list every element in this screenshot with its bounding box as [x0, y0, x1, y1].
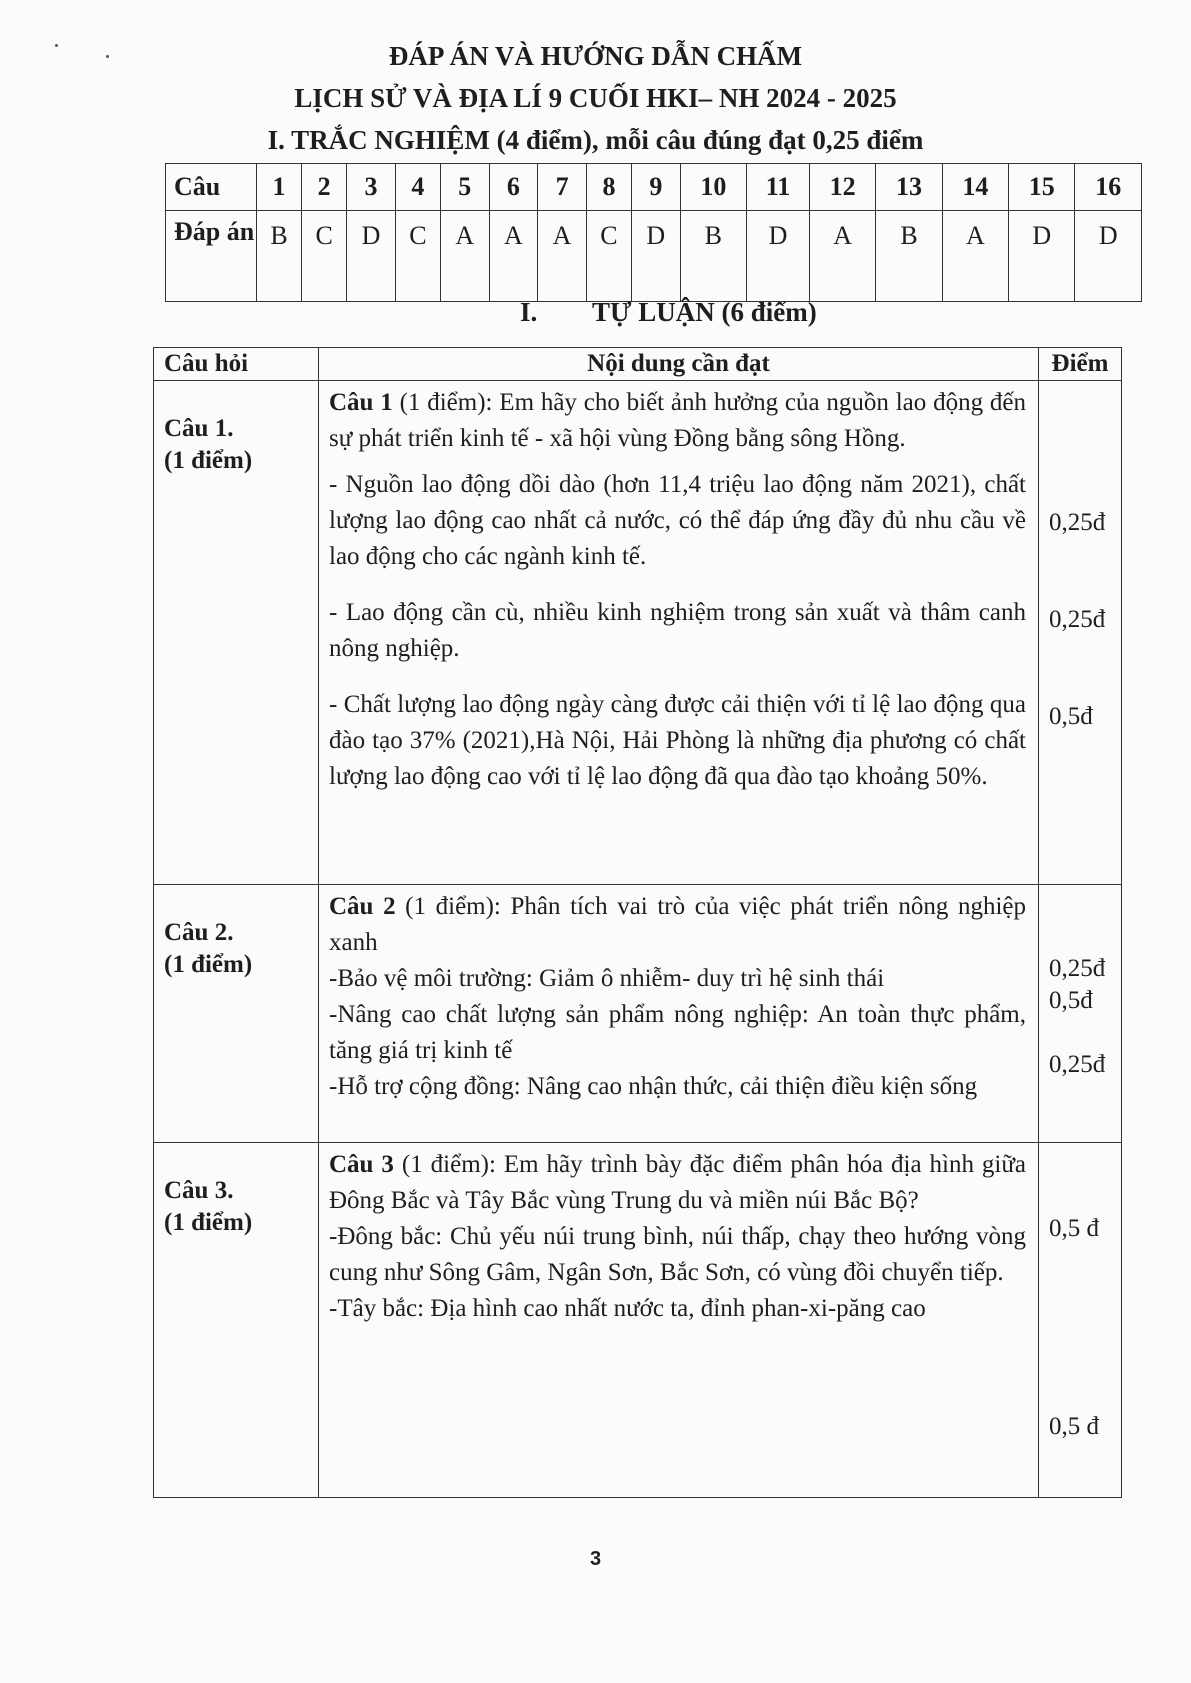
question-number: 3 — [347, 164, 396, 211]
answer-row-label: Đáp án — [166, 211, 257, 302]
q1-content — [319, 381, 1039, 885]
q2-title: (1 điểm): Phân tích vai trò của việc phát triển nông nghiệp xanh — [329, 893, 1026, 956]
essay-row-q2 — [154, 885, 1122, 1143]
answer-row — [166, 211, 1142, 302]
q2-points-2: 0,5đ — [1049, 987, 1093, 1014]
answer-cell: A — [942, 211, 1008, 302]
q3-label-cell — [154, 1143, 319, 1498]
essay-row-q3 — [154, 1143, 1122, 1498]
q2-point-2: -Nâng cao chất lượng sản phẩm nông nghiệp: An toàn thực phẩm, tăng giá trị kinh tế — [329, 1001, 1026, 1064]
answer-cell: C — [586, 211, 631, 302]
question-number: 13 — [876, 164, 942, 211]
question-number: 7 — [538, 164, 587, 211]
q2-points-3: 0,25đ — [1049, 1051, 1106, 1078]
answer-cell: C — [302, 211, 347, 302]
q2-label-cell — [154, 885, 319, 1143]
q2-title-bold: Câu 2 — [329, 893, 396, 920]
q1-points-2: 0,25đ — [1049, 606, 1106, 633]
answer-cell: D — [1075, 211, 1142, 302]
question-number: 12 — [809, 164, 875, 211]
section-2-title — [520, 297, 817, 328]
question-number: 14 — [942, 164, 1008, 211]
essay-row-q1 — [154, 381, 1122, 885]
doc-subtitle: LỊCH SỬ VÀ ĐỊA LÍ 9 CUỐI HKI– NH 2024 - 2025 — [294, 83, 897, 113]
q2-points-1: 0,25đ — [1049, 955, 1106, 982]
multiple-choice-table — [165, 163, 1142, 302]
doc-title: ĐÁP ÁN VÀ HƯỚNG DẪN CHẤM — [388, 41, 803, 71]
header-points: Điểm — [1039, 348, 1122, 381]
q1-points-1: 0,25đ — [1049, 509, 1106, 536]
q1-points-cell — [1039, 381, 1122, 885]
q2-content — [319, 885, 1039, 1143]
q1-title-bold: Câu 1 — [329, 389, 393, 416]
question-number: 10 — [680, 164, 746, 211]
question-number: 9 — [632, 164, 681, 211]
answer-cell: D — [747, 211, 810, 302]
question-number: 1 — [257, 164, 302, 211]
q3-content — [319, 1143, 1039, 1498]
question-number: 4 — [395, 164, 440, 211]
answer-cell: A — [538, 211, 587, 302]
q1-label: Câu 1. — [164, 415, 234, 442]
answer-cell: D — [1009, 211, 1075, 302]
question-number: 2 — [302, 164, 347, 211]
q3-title: (1 điểm): Em hãy trình bày đặc điểm phân hóa địa hình giữa Đông Bắc và Tây Bắc vùng Trung du và miền núi Bắc Bộ? — [329, 1151, 1026, 1214]
question-number: 8 — [586, 164, 631, 211]
answer-cell: B — [680, 211, 746, 302]
q2-points-cell — [1039, 885, 1122, 1143]
q3-points-cell — [1039, 1143, 1122, 1498]
question-number: 11 — [747, 164, 810, 211]
q1-point-2: - Lao động cần cù, nhiều kinh nghiệm trong sản xuất và thâm canh nông nghiệp. — [329, 599, 1026, 662]
answer-cell: D — [347, 211, 396, 302]
question-row-label: Câu — [166, 164, 257, 211]
q2-label: Câu 2. — [164, 919, 234, 946]
header-question: Câu hỏi — [154, 348, 319, 381]
q3-point-1: -Đông bắc: Chủ yếu núi trung bình, núi thấp, chạy theo hướng vòng cung như Sông Gâm, Ngân Sơn, Bắc Sơn, có vùng đồi chuyển tiếp. — [329, 1223, 1026, 1286]
question-number-row — [166, 164, 1142, 211]
q2-point-3: -Hỗ trợ cộng đồng: Nâng cao nhận thức, cải thiện điều kiện sống — [329, 1073, 978, 1100]
essay-answer-table — [153, 347, 1122, 1498]
section-2-number: I. — [520, 297, 538, 327]
header-content: Nội dung cần đạt — [319, 348, 1039, 381]
q3-label: Câu 3. — [164, 1177, 234, 1204]
section-1-title: I. TRẮC NGHIỆM (4 điểm), mỗi câu đúng đạt 0,25 điểm — [267, 125, 924, 155]
answer-cell: B — [257, 211, 302, 302]
q1-score: (1 điểm) — [164, 447, 253, 474]
q3-score: (1 điểm) — [164, 1209, 253, 1236]
section-2-label: TỰ LUẬN (6 điểm) — [592, 297, 817, 327]
q1-point-3: - Chất lượng lao động ngày càng được cải thiện với tỉ lệ lao động qua đào tạo 37% (2021),Hà Nội, Hải Phòng là những địa phương có chất lượng lao động cao với tỉ lệ lao động đã qua đào tạo khoảng 50%. — [329, 691, 1026, 790]
q3-points-1: 0,5 đ — [1049, 1215, 1099, 1242]
q3-title-bold: Câu 3 — [329, 1151, 394, 1178]
essay-header-row — [154, 348, 1122, 381]
q1-point-1: - Nguồn lao động dồi dào (hơn 11,4 triệu lao động năm 2021), chất lượng lao động cao nhất cả nước, có thể đáp ứng đầy đủ nhu cầu về lao động cho các ngành kinh tế. — [329, 471, 1026, 570]
answer-cell: A — [809, 211, 875, 302]
page-number: 3 — [589, 1548, 602, 1570]
q1-points-3: 0,5đ — [1049, 703, 1093, 730]
answer-cell: D — [632, 211, 681, 302]
answer-cell: A — [489, 211, 538, 302]
q1-label-cell — [154, 381, 319, 885]
answer-cell: B — [876, 211, 942, 302]
question-number: 15 — [1009, 164, 1075, 211]
q3-points-2: 0,5 đ — [1049, 1413, 1099, 1440]
question-number: 6 — [489, 164, 538, 211]
answer-cell: A — [440, 211, 489, 302]
q2-point-1: -Bảo vệ môi trường: Giảm ô nhiễm- duy trì hệ sinh thái — [329, 965, 885, 992]
q1-title: (1 điểm): Em hãy cho biết ảnh hưởng của nguồn lao động đến sự phát triển kinh tế - xã hội vùng Đồng bằng sông Hồng. — [329, 389, 1026, 452]
question-number: 5 — [440, 164, 489, 211]
question-number: 16 — [1075, 164, 1142, 211]
q2-score: (1 điểm) — [164, 951, 253, 978]
q3-point-2: -Tây bắc: Địa hình cao nhất nước ta, đỉnh phan-xi-păng cao — [329, 1295, 926, 1322]
answer-cell: C — [395, 211, 440, 302]
